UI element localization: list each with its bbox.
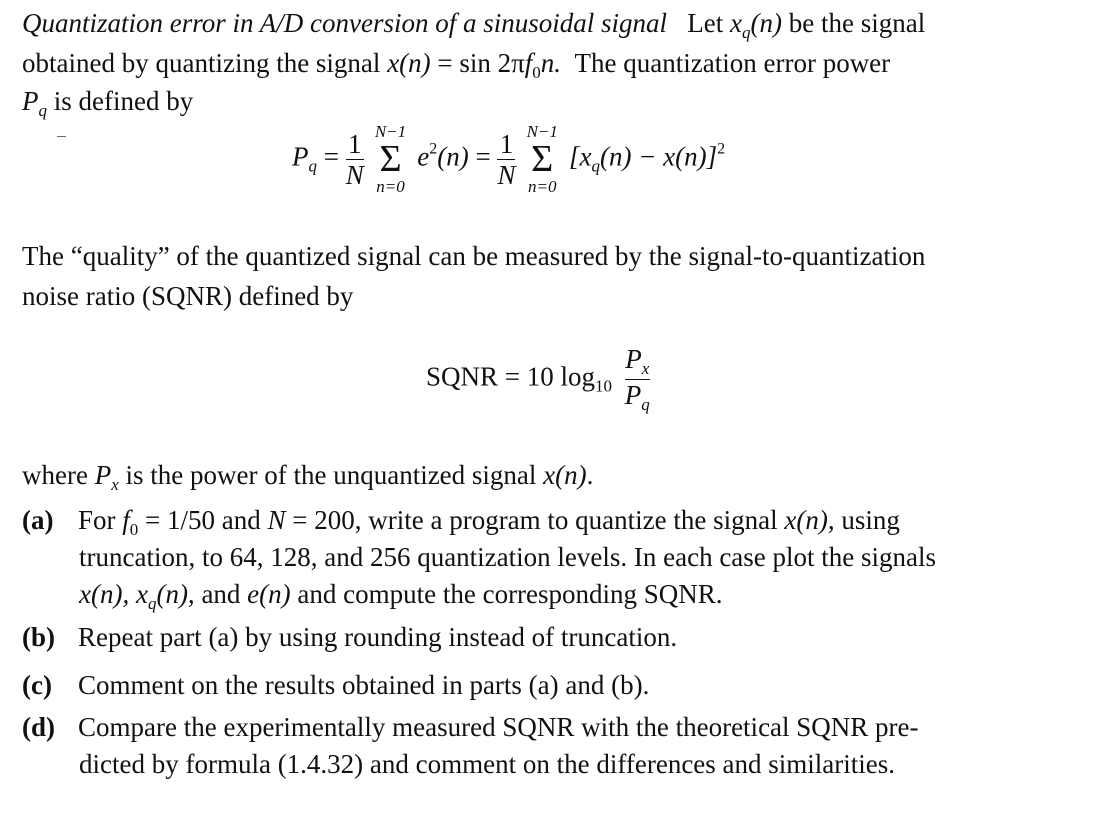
eq1-frac1-num: 1 xyxy=(347,128,362,159)
item-c-label: (c) xyxy=(22,670,52,700)
item-a-l3-xq: x xyxy=(135,579,148,609)
eq1-equals-2: = xyxy=(475,141,491,172)
intro-line-3 xyxy=(22,88,193,119)
para2-line-2: noise ratio (SQNR) defined by xyxy=(22,281,354,311)
item-b xyxy=(22,622,677,653)
let-text: Let xyxy=(687,8,724,38)
eq1-frac2-num: 1 xyxy=(499,128,514,159)
f0-subscript: 0 xyxy=(532,63,541,82)
xq-subscript: q xyxy=(742,23,751,42)
eq1-sum2-upper: N−1 xyxy=(526,122,558,141)
be-the-signal-text: be the signal xyxy=(788,8,926,38)
item-a-f0: f xyxy=(122,505,130,535)
item-a-line-3 xyxy=(79,579,723,614)
item-a-line-1 xyxy=(22,505,900,540)
item-a-l3-x: x(n), xyxy=(79,579,130,609)
eq1-frac1-den: N xyxy=(345,159,364,190)
eq1-bracket-rest: (n) − x(n)] xyxy=(599,141,718,172)
item-a-l3-and: and xyxy=(201,579,241,609)
item-d-line-1 xyxy=(22,712,919,743)
item-a-for: For xyxy=(78,505,116,535)
item-a-l3-xq-arg: (n), xyxy=(156,579,195,609)
item-a-l3-e: e(n) xyxy=(247,579,291,609)
eq2-log-base: 10 xyxy=(595,376,613,396)
intro-line-2-text-a: obtained by quantizing the signal xyxy=(22,48,381,78)
item-a-text-c: = 200, write a program to quantize the signal xyxy=(292,505,778,535)
eq1-sum1-upper: N−1 xyxy=(374,122,407,141)
eq1-e-term: e xyxy=(417,141,430,172)
eq1-sum-2 xyxy=(522,122,562,197)
eq1-lhs: P xyxy=(292,141,309,172)
equation-sqnr xyxy=(426,345,650,414)
eq2-den-symbol: P xyxy=(624,379,642,410)
px-subscript: x xyxy=(111,475,119,494)
item-a-l3-xq-subscript: q xyxy=(147,594,157,613)
item-d-line-2: dicted by formula (1.4.32) and comment on the differences and similarities. xyxy=(79,749,896,779)
item-a-N: N xyxy=(267,505,286,535)
f0-symbol: f xyxy=(524,48,533,78)
eq1-bracket-term: [x xyxy=(568,141,592,172)
eq2-num-subscript: x xyxy=(641,359,650,378)
x-of-n: x(n) xyxy=(387,48,431,78)
item-a-text-b: = 1/50 and xyxy=(145,505,261,535)
eq1-lhs-subscript: q xyxy=(308,156,317,176)
eq1-sum1-lower: n=0 xyxy=(376,176,405,196)
equation-pq xyxy=(292,122,725,197)
eq1-sum1-sigma: Σ xyxy=(379,138,402,181)
eq1-e-square: 2 xyxy=(429,140,438,158)
stray-mark xyxy=(57,136,66,137)
item-a-label: (a) xyxy=(22,505,54,535)
eq2-lhs: SQNR xyxy=(426,361,499,392)
xq-symbol: x xyxy=(730,8,742,38)
item-b-text: Repeat part (a) by using rounding instead of truncation. xyxy=(78,622,678,652)
where-text-b: is the power of the unquantized signal xyxy=(125,460,537,490)
pq-symbol: P xyxy=(22,86,39,116)
eq1-sum2-lower: n=0 xyxy=(527,176,557,196)
item-a-f0-subscript: 0 xyxy=(129,520,139,539)
item-a-xn: x(n), xyxy=(784,505,835,535)
item-a-text-d: using xyxy=(841,505,900,535)
where-line xyxy=(22,462,593,493)
eq1-frac2-den: N xyxy=(497,159,516,190)
intro-line-2-text-b: The quantization error power xyxy=(574,48,891,78)
equals-sign: = xyxy=(437,48,453,78)
eq2-fraction xyxy=(625,345,650,414)
item-c xyxy=(22,670,649,701)
eq1-sum2-sigma: Σ xyxy=(531,138,554,181)
eq2-coefficient: 10 log xyxy=(526,361,596,392)
eq1-fraction-1 xyxy=(346,130,364,190)
eq1-e-arg: (n) xyxy=(437,141,469,172)
is-defined-by-text: is defined by xyxy=(53,86,194,116)
eq1-fraction-2 xyxy=(497,130,515,190)
eq2-num-symbol: P xyxy=(625,344,642,374)
eq2-denominator xyxy=(625,381,650,414)
item-d-label: (d) xyxy=(22,712,55,742)
px-symbol: P xyxy=(94,460,112,490)
eq1-sum-1 xyxy=(371,122,411,197)
item-c-text: Comment on the results obtained in parts (a) and (b). xyxy=(78,670,650,700)
eq2-den-subscript: q xyxy=(641,394,650,414)
where-end: . xyxy=(586,460,594,490)
where-text: where xyxy=(22,460,88,490)
eq1-bracket-square: 2 xyxy=(717,140,726,158)
eq1-bracket-subscript: q xyxy=(591,156,600,176)
sin-expression: sin 2π xyxy=(459,48,525,78)
problem-title: Quantization error in A/D conversion of a sinusoidal signal xyxy=(22,8,668,38)
pq-subscript: q xyxy=(38,101,47,120)
item-d-text-1: Compare the experimentally measured SQNR with the theoretical SQNR pre- xyxy=(78,712,919,742)
eq1-equals-1: = xyxy=(323,141,339,172)
intro-line-2 xyxy=(22,50,890,81)
item-b-label: (b) xyxy=(22,622,55,652)
item-a-l3-rest: and compute the corresponding SQNR. xyxy=(297,579,723,609)
eq2-equals: = xyxy=(504,361,521,392)
eq2-numerator xyxy=(625,345,650,378)
where-xn: x(n) xyxy=(543,460,587,490)
n-end: n. xyxy=(540,48,562,78)
para2-line-1: The “quality” of the quantized signal can be measured by the signal-to-quantization xyxy=(22,241,926,271)
item-a-line-2: truncation, to 64, 128, and 256 quantization levels. In each case plot the signals xyxy=(79,542,937,572)
intro-line-1 xyxy=(22,10,925,41)
xq-argument: (n) xyxy=(750,8,782,38)
